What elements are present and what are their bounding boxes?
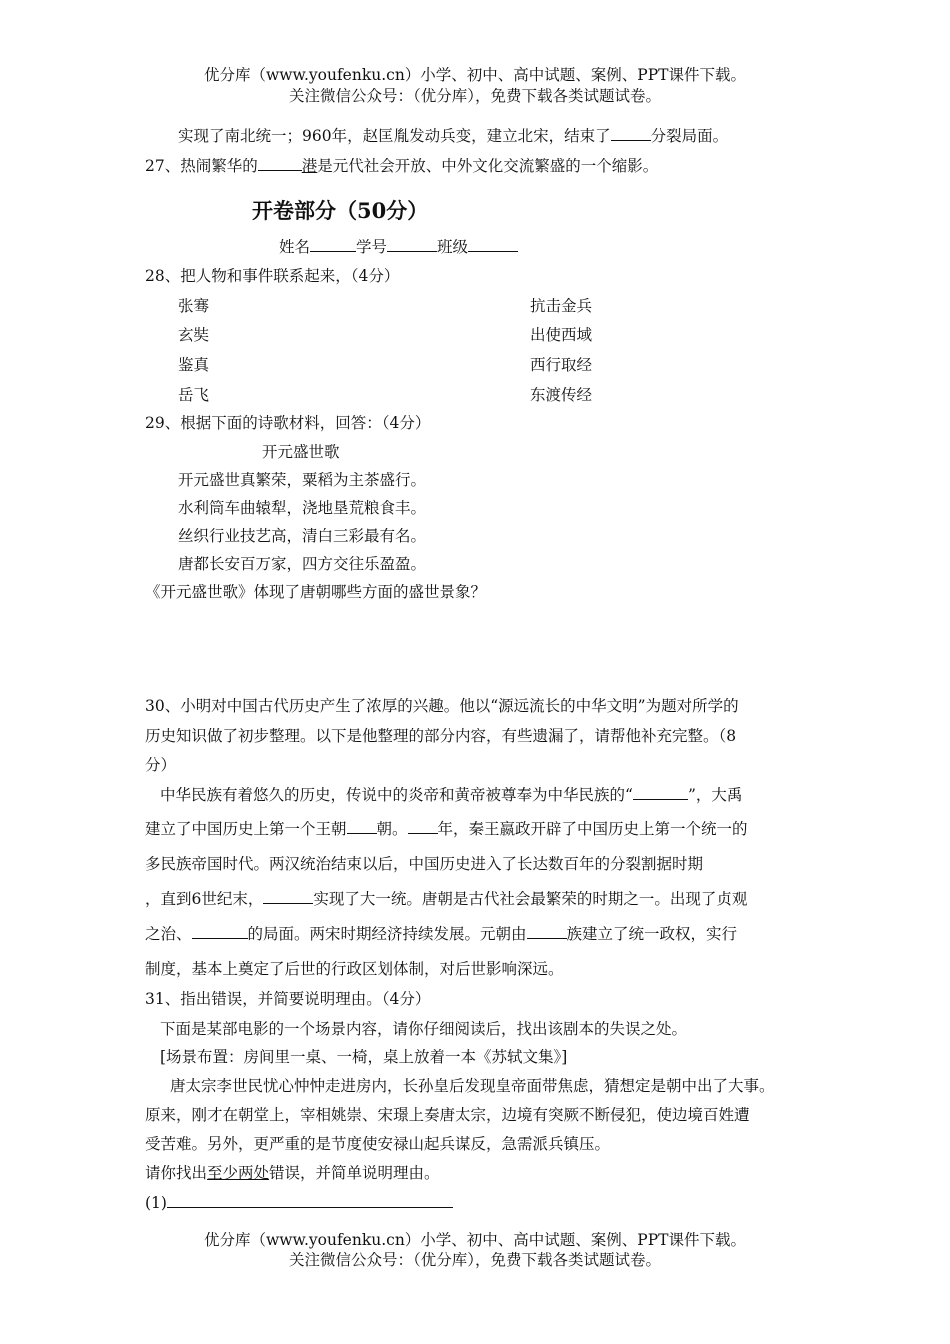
q31-scene: [场景布置：房间里一桌、一椅，桌上放着一本《苏轼文集》] (160, 1048, 568, 1066)
q30-blank-4[interactable] (263, 903, 313, 904)
q27-text-a: 27、热闹繁华的 (145, 157, 258, 175)
answer-label: (1) (145, 1194, 167, 1212)
q30-line: 30、小明对中国古代历史产生了浓厚的兴趣。他以“源远流长的中华文明”为题对所学的 (145, 697, 739, 715)
q31-body-line: 受苦难。另外，更严重的是节度使安禄山起兵谋反，急需派兵镇压。 (145, 1135, 611, 1153)
name-field[interactable] (310, 251, 356, 252)
q28-person: 张骞 (178, 297, 210, 315)
class-label: 班级 (437, 238, 469, 256)
q30-blank-3[interactable] (408, 833, 438, 834)
q30-line: 分） (145, 756, 177, 774)
poem-line: 开元盛世真繁荣，粟稻为主茶盛行。 (178, 471, 427, 489)
q30-para-line-6: 制度，基本上奠定了后世的行政区划体制，对后世影响深远。 (145, 960, 564, 978)
q30-text: 建立了中国历史上第一个王朝 (145, 820, 347, 838)
q28-stem: 28、把人物和事件联系起来，（4分） (145, 267, 400, 285)
q27-port-word: 港 (301, 157, 318, 175)
q30-text: ”，大禹 (687, 786, 743, 804)
poem-line: 唐都长安百万家，四方交往乐盈盈。 (178, 555, 427, 573)
q31-ask (145, 1164, 440, 1183)
q28-event: 出使西域 (530, 326, 593, 344)
answer-line-1[interactable] (167, 1207, 453, 1208)
q30-text: 朝。 (376, 820, 408, 838)
header-line-2: 关注微信公众号：（优分库），免费下载各类试题试卷。 (288, 87, 661, 105)
q28-person: 玄奘 (178, 326, 210, 344)
q29-question: 《开元盛世歌》体现了唐朝哪些方面的盛世景象？ (145, 583, 487, 601)
q26-blank[interactable] (611, 140, 651, 141)
q30-text: 族建立了统一政权，实行 (566, 925, 738, 943)
q31-ask-emphasis: 至少两处 (207, 1164, 270, 1182)
id-label: 学号 (356, 238, 388, 256)
q30-blank-2[interactable] (347, 833, 377, 834)
q27 (145, 157, 658, 176)
q28-person: 岳飞 (178, 386, 210, 404)
q27-blank[interactable] (258, 170, 302, 171)
q28-person: 鉴真 (178, 356, 210, 374)
q30-para-line-2 (145, 820, 748, 839)
q31-ask-text: 错误，并简单说明理由。 (269, 1164, 440, 1182)
q31-intro: 下面是某部电影的一个场景内容，请你仔细阅读后，找出该剧本的失误之处。 (160, 1020, 688, 1038)
q30-text: 的局面。两宋时期经济持续发展。元朝由 (247, 925, 527, 943)
q26-text-b: 分裂局面。 (650, 127, 729, 145)
q31-stem: 31、指出错误，并简要说明理由。（4分） (145, 990, 431, 1008)
class-field[interactable] (468, 251, 518, 252)
q28-event: 抗击金兵 (530, 297, 593, 315)
name-label: 姓名 (279, 238, 311, 256)
id-field[interactable] (387, 251, 437, 252)
q30-para-line-1 (160, 786, 742, 805)
q30-para-line-4 (145, 890, 747, 909)
q30-para-line-3: 多民族帝国时代。两汉统治结束以后，中国历史进入了长达数百年的分裂割据时期 (145, 855, 704, 873)
poem-line: 水利筒车曲辕犁，浇地垦荒粮食丰。 (178, 499, 427, 517)
q28-event: 东渡传经 (530, 386, 593, 404)
header-line-1: 优分库（www.youfenku.cn）小学、初中、高中试题、案例、PPT课件下载。 (203, 66, 747, 84)
q30-blank-1[interactable] (633, 799, 688, 800)
q30-line: 历史知识做了初步整理。以下是他整理的部分内容，有些遗漏了，请帮他补充完整。（8 (145, 727, 737, 745)
section-title: 开卷部分（50分） (252, 198, 429, 223)
q30-text: 之治、 (145, 925, 192, 943)
q30-text: 中华民族有着悠久的历史，传说中的炎帝和黄帝被尊奉为中华民族的“ (160, 786, 633, 804)
footer-line-2: 关注微信公众号：（优分库），免费下载各类试题试卷。 (288, 1251, 661, 1269)
q30-text: 年，秦王嬴政开辟了中国历史上第一个统一的 (437, 820, 748, 838)
q30-text: 实现了大一统。唐朝是古代社会最繁荣的时期之一。出现了贞观 (313, 890, 748, 908)
q31-ask-text: 请你找出 (145, 1164, 208, 1182)
footer-line-1: 优分库（www.youfenku.cn）小学、初中、高中试题、案例、PPT课件下载。 (203, 1231, 747, 1249)
q26-text-a: 实现了南北统一；960年，赵匡胤发动兵变，建立北宋，结束了 (178, 127, 611, 145)
poem-line: 丝织行业技艺高，清白三彩最有名。 (178, 527, 427, 545)
q28-event: 西行取经 (530, 356, 593, 374)
q30-text: ，直到6世纪末， (145, 890, 264, 908)
poem-title: 开元盛世歌 (262, 443, 340, 461)
q31-body-line: 唐太宗李世民忧心忡忡走进房内，长孙皇后发现皇帝面带焦虑，猜想定是朝中出了大事。 (170, 1077, 775, 1095)
q30-blank-5[interactable] (192, 938, 248, 939)
q30-para-line-5 (145, 925, 737, 944)
q29-stem: 29、根据下面的诗歌材料，回答：（4分） (145, 414, 431, 432)
q30-blank-6[interactable] (527, 938, 567, 939)
q31-answer-1 (145, 1194, 453, 1213)
student-info (279, 238, 518, 257)
q26-tail (178, 127, 728, 146)
q31-body-line: 原来，刚才在朝堂上，宰相姚崇、宋璟上奏唐太宗，边境有突厥不断侵犯，使边境百姓遭 (145, 1106, 750, 1124)
q27-text-c: 是元代社会开放、中外文化交流繁盛的一个缩影。 (317, 157, 659, 175)
